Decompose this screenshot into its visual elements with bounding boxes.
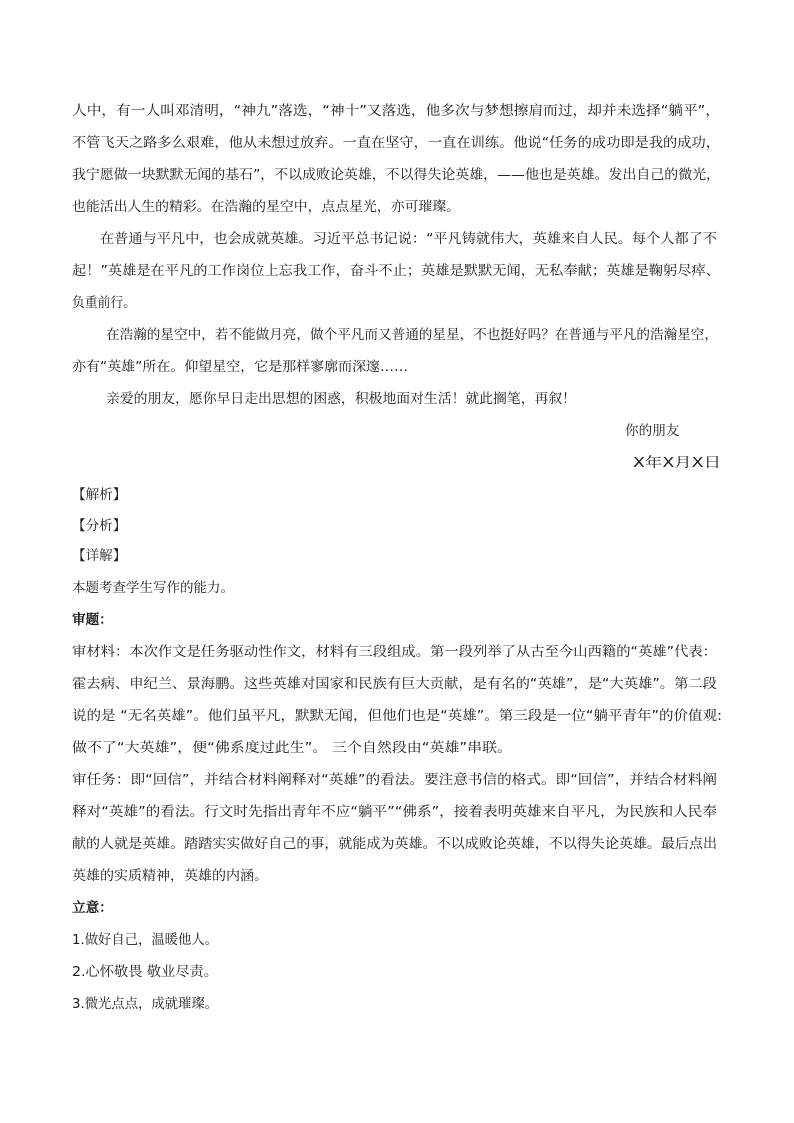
letter-signoff: 你的朋友 [625,423,680,439]
tag-xiangjie: 【详解】 [72,548,127,564]
shen-renwu-line-3: 献的人就是英雄。踏踏实实做好自己的事，就能成为英雄。不以成败论英雄，不以得失论英雄。最后点出 [72,836,717,852]
letter-p1-line-3: 我宁愿做一块默默无闻的基石”，不以成败论英雄，不以得失论英雄，——他也是英雄。发出自己的微光， [72,167,720,183]
letter-p2-line-2: 起！”英雄是在平凡的工作岗位上忘我工作，奋斗不止；英雄是默默无闻，无私奉献；英雄是鞠躬尽瘁、 [72,263,721,279]
letter-p4: 亲爱的朋友，愿你早日走出思想的困惑，积极地面对生活！就此搁笔，再叙！ [106,391,576,407]
shen-cailiao-line-3: 说的是 “无名英雄”。他们虽平凡，默默无闻，但他们也是“英雄”。第三段是一位“躺平青年”的价值观: [72,708,722,724]
heading-liyi: 立意： [72,900,113,916]
tag-jiexi: 【解析】 [72,487,127,503]
shen-renwu-line-4: 英雄的实质精神，英雄的内涵。 [72,868,268,884]
shen-cailiao-line-2: 霍去病、申纪兰、景海鹏。这些英雄对国家和民族有巨大贡献，是有名的“英雄”，是“大英雄”。第二段 [72,676,717,692]
analysis-intro: 本题考查学生写作的能力。 [72,580,234,596]
letter-date: X年X月X日 [633,455,721,471]
idea-item-3: 3.微光点点，成就璀璨。 [72,996,218,1012]
idea-item-2: 2.心怀敬畏 敬业尽责。 [72,964,218,980]
letter-p2-line-3: 负重前行。 [72,295,136,311]
shen-cailiao-line-1: 审材料：本次作文是任务驱动性作文，材料有三段组成。第一段列举了从古至今山西籍的“英雄”代表： [72,644,717,660]
heading-shenti: 审题： [72,612,113,628]
shen-renwu-line-2: 释对“英雄”的看法。行文时先指出青年不应“躺平”“佛系”，接着表明英雄来自平凡，为民族和人民奉 [72,804,717,820]
shen-cailiao-line-4: 做不了“大英雄”，便“佛系度过此生”。 三个自然段由“英雄”串联。 [72,740,512,756]
letter-p2-line-1: 在普通与平凡中，也会成就英雄。习近平总书记说：“平凡铸就伟大，英雄来自人民。每个人都了不 [100,231,717,247]
letter-p1-line-1: 人中，有一人叫邓清明，“神九”落选，“神十”又落选，他多次与梦想擦肩而过，却并未选择“躺平”， [72,103,720,119]
letter-p3-line-2: 亦有“英雄”所在。仰望星空，它是那样寥廓而深邃…… [72,359,408,375]
letter-p3-line-1: 在浩瀚的星空中，若不能做月亮，做个平凡而又普通的星星，不也挺好吗？在普通与平凡的浩瀚星空， [106,327,718,343]
shen-renwu-line-1: 审任务：即“回信”，并结合材料阐释对“英雄”的看法。要注意书信的格式。即“回信”，并结合材料阐 [72,772,717,788]
letter-p1-line-2: 不管飞天之路多么艰难，他从未想过放弃。一直在坚守，一直在训练。他说“任务的成功即是我的成功， [72,135,721,151]
idea-item-1: 1.做好自己，温暖他人。 [72,932,218,948]
letter-p1-line-4: 也能活出人生的精彩。在浩瀚的星空中，点点星光，亦可璀璨。 [72,199,460,215]
tag-fenxi: 【分析】 [72,518,127,534]
